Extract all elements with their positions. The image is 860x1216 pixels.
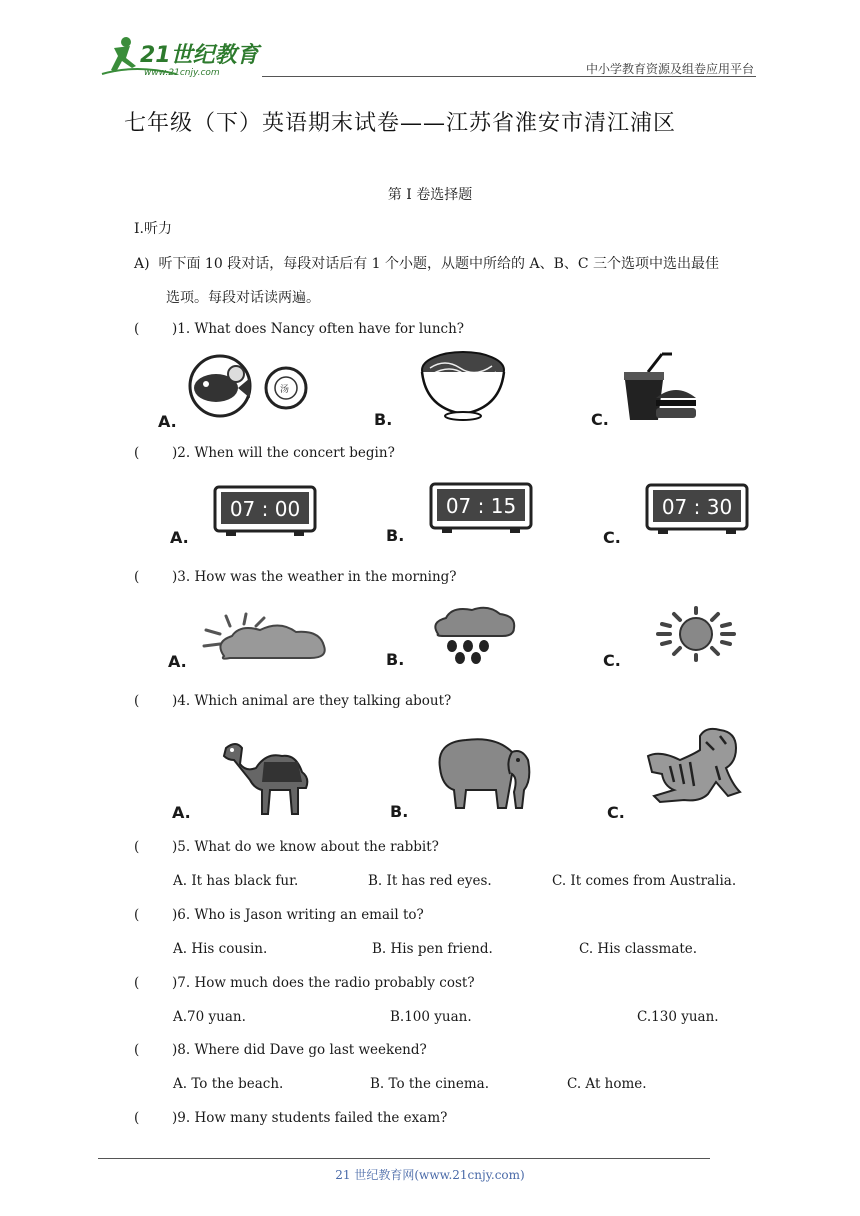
question-3-text: )3. How was the weather in the morning?: [172, 569, 457, 585]
q3-label-b: B.: [386, 650, 405, 669]
footer-link[interactable]: 21 世纪教育网(www.21cnjy.com): [335, 1168, 525, 1182]
q7-option-b[interactable]: B.100 yuan.: [390, 1009, 472, 1025]
answer-blank[interactable]: (: [134, 1042, 140, 1058]
clock-0730-icon: [646, 484, 750, 536]
question-8-text: )8. Where did Dave go last weekend?: [172, 1042, 427, 1058]
part-label: I.听力: [134, 221, 172, 237]
q6-option-c[interactable]: C. His classmate.: [579, 941, 698, 957]
q8-option-c[interactable]: C. At home.: [567, 1076, 647, 1092]
section-title: 第 I 卷选择题: [387, 187, 473, 203]
svg-text:汤: 汤: [280, 385, 290, 395]
page-title: 七年级（下）英语期末试卷——江苏省淮安市清江浦区: [124, 111, 677, 136]
clock-0700-icon: [214, 486, 318, 538]
question-2-text: )2. When will the concert begin?: [172, 445, 395, 461]
q6-option-a[interactable]: A. His cousin.: [173, 941, 268, 957]
q8-option-b[interactable]: B. To the cinema.: [370, 1076, 489, 1092]
q3-label-a: A.: [168, 652, 187, 671]
answer-blank[interactable]: (: [134, 693, 140, 709]
clock-time-b: 07 : 15: [445, 494, 517, 518]
q1-label-b: B.: [374, 410, 393, 429]
logo-text: 21世纪教育: [140, 43, 259, 68]
footer-divider: [98, 1158, 710, 1159]
answer-blank[interactable]: (: [134, 907, 140, 923]
question-1: [134, 321, 464, 337]
instruction-line-2: 选项。每段对话读两遍。: [166, 290, 320, 306]
header-divider: [262, 76, 756, 77]
answer-blank[interactable]: (: [134, 839, 140, 855]
question-6: [134, 907, 424, 923]
cloudy-icon: [200, 612, 328, 662]
clock-time-c: 07 : 30: [661, 495, 733, 519]
site-logo: [96, 34, 266, 80]
question-4-text: )4. Which animal are they talking about?: [172, 693, 452, 709]
logo-url: www.21cnjy.com: [144, 68, 220, 78]
instruction-text-1: 听下面 10 段对话，每段对话后有 1 个小题，从题中所给的 A、B、C 三个选项中选出最佳: [158, 256, 720, 272]
fish-meal-icon: [184, 356, 314, 416]
q5-option-b[interactable]: B. It has red eyes.: [368, 873, 492, 889]
rainy-icon: [430, 604, 516, 664]
question-9: [134, 1110, 447, 1126]
q8-option-a[interactable]: A. To the beach.: [173, 1076, 284, 1092]
answer-blank[interactable]: (: [134, 321, 140, 337]
instruction-prefix: A): [134, 256, 150, 272]
instruction-line-1: [134, 253, 719, 273]
q2-label-c: C.: [603, 528, 621, 547]
q1-label-a: A.: [158, 412, 177, 431]
question-1-text: )1. What does Nancy often have for lunch?: [172, 321, 465, 337]
q2-label-a: A.: [170, 528, 189, 547]
q5-option-c[interactable]: C. It comes from Australia.: [552, 873, 737, 889]
q7-option-c[interactable]: C.130 yuan.: [637, 1009, 719, 1025]
noodle-bowl-icon: [420, 350, 506, 420]
answer-blank[interactable]: (: [134, 445, 140, 461]
q5-option-a[interactable]: A. It has black fur.: [173, 873, 299, 889]
camel-icon: [206, 738, 318, 818]
question-7: [134, 975, 475, 991]
question-9-text: )9. How many students failed the exam?: [172, 1110, 448, 1126]
question-3: [134, 569, 457, 585]
soda-burger-icon: [620, 352, 700, 424]
header-platform-text: 中小学教育资源及组卷应用平台: [585, 62, 754, 76]
q7-option-a[interactable]: A.70 yuan.: [173, 1009, 246, 1025]
tiger-icon: [640, 726, 744, 810]
question-4: [134, 693, 451, 709]
question-5-text: )5. What do we know about the rabbit?: [172, 839, 439, 855]
q3-label-c: C.: [603, 651, 621, 670]
clock-0715-icon: [430, 483, 534, 535]
q4-label-c: C.: [607, 803, 625, 822]
q4-label-b: B.: [390, 802, 409, 821]
question-6-text: )6. Who is Jason writing an email to?: [172, 907, 424, 923]
answer-blank[interactable]: (: [134, 975, 140, 991]
answer-blank[interactable]: (: [134, 569, 140, 585]
q2-label-b: B.: [386, 526, 405, 545]
question-7-text: )7. How much does the radio probably cost?: [172, 975, 475, 991]
q4-label-a: A.: [172, 803, 191, 822]
answer-blank[interactable]: (: [134, 1110, 140, 1126]
sunny-icon: [654, 606, 738, 662]
question-8: [134, 1042, 427, 1058]
q1-label-c: C.: [591, 410, 609, 429]
question-2: [134, 445, 395, 461]
clock-time-a: 07 : 00: [229, 497, 301, 521]
elephant-icon: [426, 734, 534, 812]
question-5: [134, 839, 439, 855]
q6-option-b[interactable]: B. His pen friend.: [372, 941, 493, 957]
